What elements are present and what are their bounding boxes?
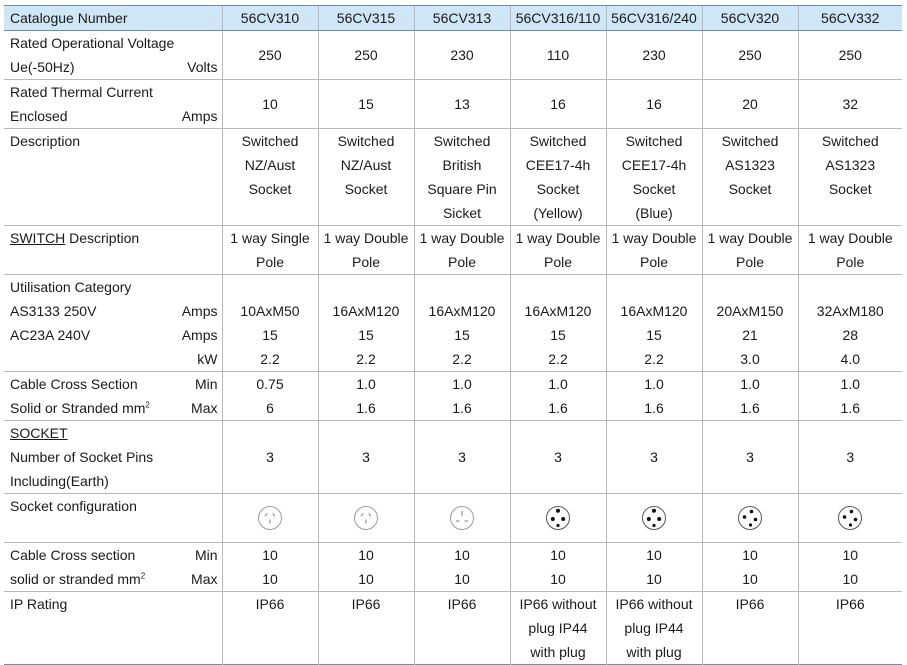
voltage-row	[4, 31, 902, 80]
cable-section-2-sup: 2	[140, 571, 146, 581]
ip-rating-cell	[318, 592, 414, 665]
description-line: NZ/Aust	[244, 157, 296, 173]
socket-pins-value: 3	[798, 421, 902, 494]
cable-section-2-cell	[606, 543, 702, 592]
cable-max: 1.6	[452, 400, 472, 416]
utilisation-kw: 2.2	[260, 351, 280, 367]
utilisation-cell	[222, 275, 318, 372]
model-column-header: 56CV310	[222, 6, 318, 31]
utilisation-cell	[510, 275, 606, 372]
socket-pins-value: 3	[222, 421, 318, 494]
voltage-value: 250	[318, 31, 414, 80]
ip-rating-line: IP66	[255, 596, 285, 612]
description-line: British	[442, 157, 482, 173]
current-value: 16	[510, 80, 606, 129]
switch-line: 1 way Double	[323, 230, 409, 246]
socket-pins-line1: Number of Socket Pins	[10, 449, 154, 465]
socket-pins-row	[4, 421, 902, 494]
socket-pins-value: 3	[702, 421, 798, 494]
switch-cell	[606, 226, 702, 275]
utilisation-line1: Utilisation Category	[10, 279, 132, 295]
utilisation-amps: 15	[454, 327, 470, 343]
utilisation-kw: 4.0	[840, 351, 860, 367]
description-line: CEE17-4h	[525, 157, 591, 173]
utilisation-kw: 2.2	[452, 351, 472, 367]
description-line: Switched	[821, 133, 879, 149]
switch-line: Pole	[836, 254, 865, 270]
description-line: NZ/Aust	[340, 157, 392, 173]
description-cell	[798, 129, 902, 226]
description-line: Socket	[248, 181, 292, 197]
switch-line: Pole	[735, 254, 765, 270]
voltage-value: 250	[798, 31, 902, 80]
cable-section-cell	[510, 372, 606, 421]
utilisation-amps: 15	[358, 327, 374, 343]
utilisation-line3-unit: Amps	[181, 327, 218, 343]
cable-section-2-label	[4, 543, 222, 592]
ip-rating-line: IP66	[351, 596, 381, 612]
description-line: Socket	[828, 181, 872, 197]
cable-section-2-min-unit: Min	[194, 547, 218, 563]
utilisation-line4-unit: kW	[197, 351, 218, 367]
socket-config-cell	[510, 494, 606, 543]
voltage-unit: Volts	[187, 59, 218, 75]
cable2-min: 10	[646, 547, 662, 563]
header-row	[4, 6, 902, 31]
switch-cell	[414, 226, 510, 275]
description-line: (Yellow)	[533, 205, 583, 221]
socket-pins-value: 3	[510, 421, 606, 494]
switch-line: Pole	[639, 254, 669, 270]
utilisation-amps: 15	[646, 327, 662, 343]
cable-section-line2: Solid or Stranded mm	[10, 400, 146, 416]
spec-table	[4, 5, 902, 665]
socket-pins-label	[4, 421, 222, 494]
socket-config-cell	[702, 494, 798, 543]
cable-max: 1.6	[840, 400, 860, 416]
cable-section-line1: Cable Cross Section	[10, 376, 138, 392]
switch-label-rest: Description	[65, 230, 140, 246]
ip-rating-line: plug IP44	[528, 620, 588, 636]
description-line: (Blue)	[635, 205, 673, 221]
ip-rating-cell	[510, 592, 606, 665]
switch-line: Pole	[351, 254, 381, 270]
utilisation-rating: 16AxM120	[332, 303, 400, 319]
switch-label	[4, 226, 222, 275]
description-cell	[318, 129, 414, 226]
ip-rating-label: IP Rating	[10, 596, 68, 612]
cee-3pin-socket-icon	[640, 504, 668, 532]
description-line: Socket	[728, 181, 772, 197]
socket-config-cell	[606, 494, 702, 543]
utilisation-kw: 2.2	[644, 351, 664, 367]
switch-cell	[798, 226, 902, 275]
ip-rating-cell	[702, 592, 798, 665]
model-column-header: 56CV320	[702, 6, 798, 31]
utilisation-cell	[798, 275, 902, 372]
cable-max: 6	[266, 400, 274, 416]
description-cell	[702, 129, 798, 226]
cable2-min: 10	[742, 547, 758, 563]
description-cell	[222, 129, 318, 226]
cable-section-2-line2: solid or stranded mm	[10, 571, 141, 587]
description-line: AS1323	[725, 157, 775, 173]
socket-pins-value: 3	[606, 421, 702, 494]
switch-line: Pole	[447, 254, 477, 270]
cable-section-cell	[222, 372, 318, 421]
current-value: 13	[414, 80, 510, 129]
switch-cell	[510, 226, 606, 275]
voltage-value: 250	[222, 31, 318, 80]
voltage-value: 230	[414, 31, 510, 80]
current-label-line2: Enclosed	[10, 108, 68, 124]
cable-max: 1.6	[644, 400, 664, 416]
cable-min: 1.0	[452, 376, 472, 392]
model-column-header: 56CV313	[414, 6, 510, 31]
ip-rating-line: IP66 without	[519, 596, 597, 612]
utilisation-amps: 28	[842, 327, 859, 343]
ip-rating-line: IP66	[835, 596, 865, 612]
description-line: Switched	[625, 133, 683, 149]
cable-section-max-unit: Max	[191, 400, 218, 416]
socket-section-title: SOCKET	[10, 425, 68, 441]
description-line: Socket	[632, 181, 676, 197]
cable-section-2-cell	[318, 543, 414, 592]
socket-config-row	[4, 494, 902, 543]
cable-section-2-row	[4, 543, 902, 592]
current-unit: Amps	[181, 108, 218, 124]
cable2-min: 10	[454, 547, 470, 563]
cable-min: 1.0	[356, 376, 376, 392]
current-row	[4, 80, 902, 129]
ip-rating-row	[4, 592, 902, 665]
voltage-value: 230	[606, 31, 702, 80]
description-cell	[606, 129, 702, 226]
cable-section-2-cell	[222, 543, 318, 592]
socket-config-label: Socket configuration	[10, 498, 137, 514]
cable2-min: 10	[358, 547, 374, 563]
cable2-max: 10	[742, 571, 758, 587]
cable-min: 1.0	[840, 376, 860, 392]
voltage-value: 110	[510, 31, 606, 80]
utilisation-kw: 2.2	[356, 351, 376, 367]
switch-line: Pole	[543, 254, 573, 270]
socket-config-cell	[318, 494, 414, 543]
cable-section-cell	[318, 372, 414, 421]
ip-rating-line: plug IP44	[624, 620, 684, 636]
cable-min: 1.0	[740, 376, 760, 392]
utilisation-amps: 15	[262, 327, 278, 343]
description-line: Socket	[344, 181, 388, 197]
switch-line: 1 way Double	[515, 230, 601, 246]
socket-pins-value: 3	[318, 421, 414, 494]
cable2-min: 10	[262, 547, 278, 563]
current-value: 32	[798, 80, 902, 129]
nz-socket-icon	[256, 504, 284, 532]
current-label-line1: Rated Thermal Current	[10, 84, 153, 100]
ip-rating-line: IP66 without	[615, 596, 693, 612]
socket-pins-line2: Including(Earth)	[10, 473, 109, 489]
cable-section-2-line1: Cable Cross section	[10, 547, 136, 563]
cable-section-label	[4, 372, 222, 421]
cable-section-cell	[414, 372, 510, 421]
cable2-max: 10	[550, 571, 566, 587]
utilisation-rating: 20AxM150	[716, 303, 784, 319]
description-line: Switched	[529, 133, 587, 149]
british-socket-icon	[448, 504, 476, 532]
voltage-value: 250	[702, 31, 798, 80]
description-line: Switched	[721, 133, 779, 149]
cable-section-cell	[798, 372, 902, 421]
current-value: 16	[606, 80, 702, 129]
ip-rating-cell	[798, 592, 902, 665]
switch-line: 1 way Double	[807, 230, 893, 246]
cable-section-min-unit: Min	[194, 376, 218, 392]
utilisation-cell	[318, 275, 414, 372]
cable2-max: 10	[454, 571, 470, 587]
ip-rating-cell	[414, 592, 510, 665]
utilisation-rating: 10AxM50	[240, 303, 300, 319]
cable2-min: 10	[550, 547, 566, 563]
cable-max: 1.6	[548, 400, 568, 416]
socket-config-cell	[222, 494, 318, 543]
description-line: Sicket	[442, 205, 482, 221]
switch-cell	[702, 226, 798, 275]
cable2-max: 10	[358, 571, 374, 587]
cable2-max: 10	[646, 571, 662, 587]
cable-section-cell	[702, 372, 798, 421]
utilisation-cell	[702, 275, 798, 372]
utilisation-line2: AS3133 250V	[10, 303, 97, 319]
as1323-socket-icon	[736, 504, 764, 532]
ip-rating-line: with plug	[626, 644, 682, 660]
utilisation-label	[4, 275, 222, 372]
model-column-header: 56CV316/240	[606, 6, 702, 31]
utilisation-rating: 16AxM120	[428, 303, 496, 319]
model-column-header: 56CV315	[318, 6, 414, 31]
current-label	[4, 80, 222, 129]
switch-line: 1 way Double	[611, 230, 697, 246]
utilisation-rating: 16AxM120	[620, 303, 688, 319]
description-line: Switched	[433, 133, 491, 149]
voltage-label	[4, 31, 222, 80]
cable-min: 1.0	[548, 376, 568, 392]
cable-section-2-cell	[510, 543, 606, 592]
utilisation-kw: 3.0	[740, 351, 760, 367]
cable2-min: 10	[842, 547, 859, 563]
switch-line: 1 way Single	[230, 230, 310, 246]
description-line: AS1323	[825, 157, 876, 173]
switch-cell	[318, 226, 414, 275]
cable-min: 1.0	[644, 376, 664, 392]
nz-socket-icon	[352, 504, 380, 532]
cable-section-2-max-unit: Max	[191, 571, 218, 587]
cable2-max: 10	[262, 571, 278, 587]
socket-pins-value: 3	[414, 421, 510, 494]
header-label: Catalogue Number	[4, 6, 222, 31]
switch-line: Pole	[255, 254, 285, 270]
description-line: Socket	[536, 181, 580, 197]
ip-rating-cell	[606, 592, 702, 665]
cable-section-row	[4, 372, 902, 421]
description-line: Square Pin	[427, 181, 497, 197]
socket-config-cell	[798, 494, 902, 543]
ip-rating-line: IP66	[447, 596, 477, 612]
description-line: CEE17-4h	[621, 157, 687, 173]
description-cell	[414, 129, 510, 226]
description-label: Description	[10, 133, 81, 149]
cable-section-2-cell	[414, 543, 510, 592]
switch-line: 1 way Double	[707, 230, 793, 246]
cee-3pin-socket-icon	[544, 504, 572, 532]
cable-section-cell	[606, 372, 702, 421]
ip-rating-cell	[222, 592, 318, 665]
utilisation-amps: 21	[742, 327, 758, 343]
ip-rating-line: IP66	[735, 596, 765, 612]
switch-label-underlined: SWITCH	[10, 230, 66, 246]
cable2-max: 10	[842, 571, 859, 587]
switch-row	[4, 226, 902, 275]
current-value: 20	[702, 80, 798, 129]
description-cell	[510, 129, 606, 226]
voltage-label-line1: Rated Operational Voltage	[10, 35, 175, 51]
utilisation-kw: 2.2	[548, 351, 568, 367]
utilisation-line2-unit: Amps	[181, 303, 218, 319]
utilisation-amps: 15	[550, 327, 566, 343]
as1323-socket-icon	[836, 504, 864, 532]
switch-cell	[222, 226, 318, 275]
current-value: 10	[222, 80, 318, 129]
cable-max: 1.6	[356, 400, 376, 416]
ip-rating-line: with plug	[530, 644, 586, 660]
description-line: Switched	[337, 133, 395, 149]
utilisation-line3: AC23A 240V	[10, 327, 91, 343]
utilisation-row	[4, 275, 902, 372]
utilisation-rating: 16AxM120	[524, 303, 592, 319]
current-value: 15	[318, 80, 414, 129]
cable-section-sup: 2	[145, 400, 150, 410]
cable-min: 0.75	[256, 376, 284, 392]
description-row	[4, 129, 902, 226]
utilisation-cell	[414, 275, 510, 372]
cable-section-2-cell	[798, 543, 902, 592]
model-column-header: 56CV316/110	[510, 6, 606, 31]
utilisation-cell	[606, 275, 702, 372]
model-column-header: 56CV332	[798, 6, 902, 31]
switch-line: 1 way Double	[419, 230, 505, 246]
description-line: Switched	[241, 133, 299, 149]
utilisation-rating: 32AxM180	[816, 303, 884, 319]
socket-config-cell	[414, 494, 510, 543]
voltage-label-line2: Ue(-50Hz)	[10, 59, 75, 75]
cable-max: 1.6	[740, 400, 760, 416]
cable-section-2-cell	[702, 543, 798, 592]
